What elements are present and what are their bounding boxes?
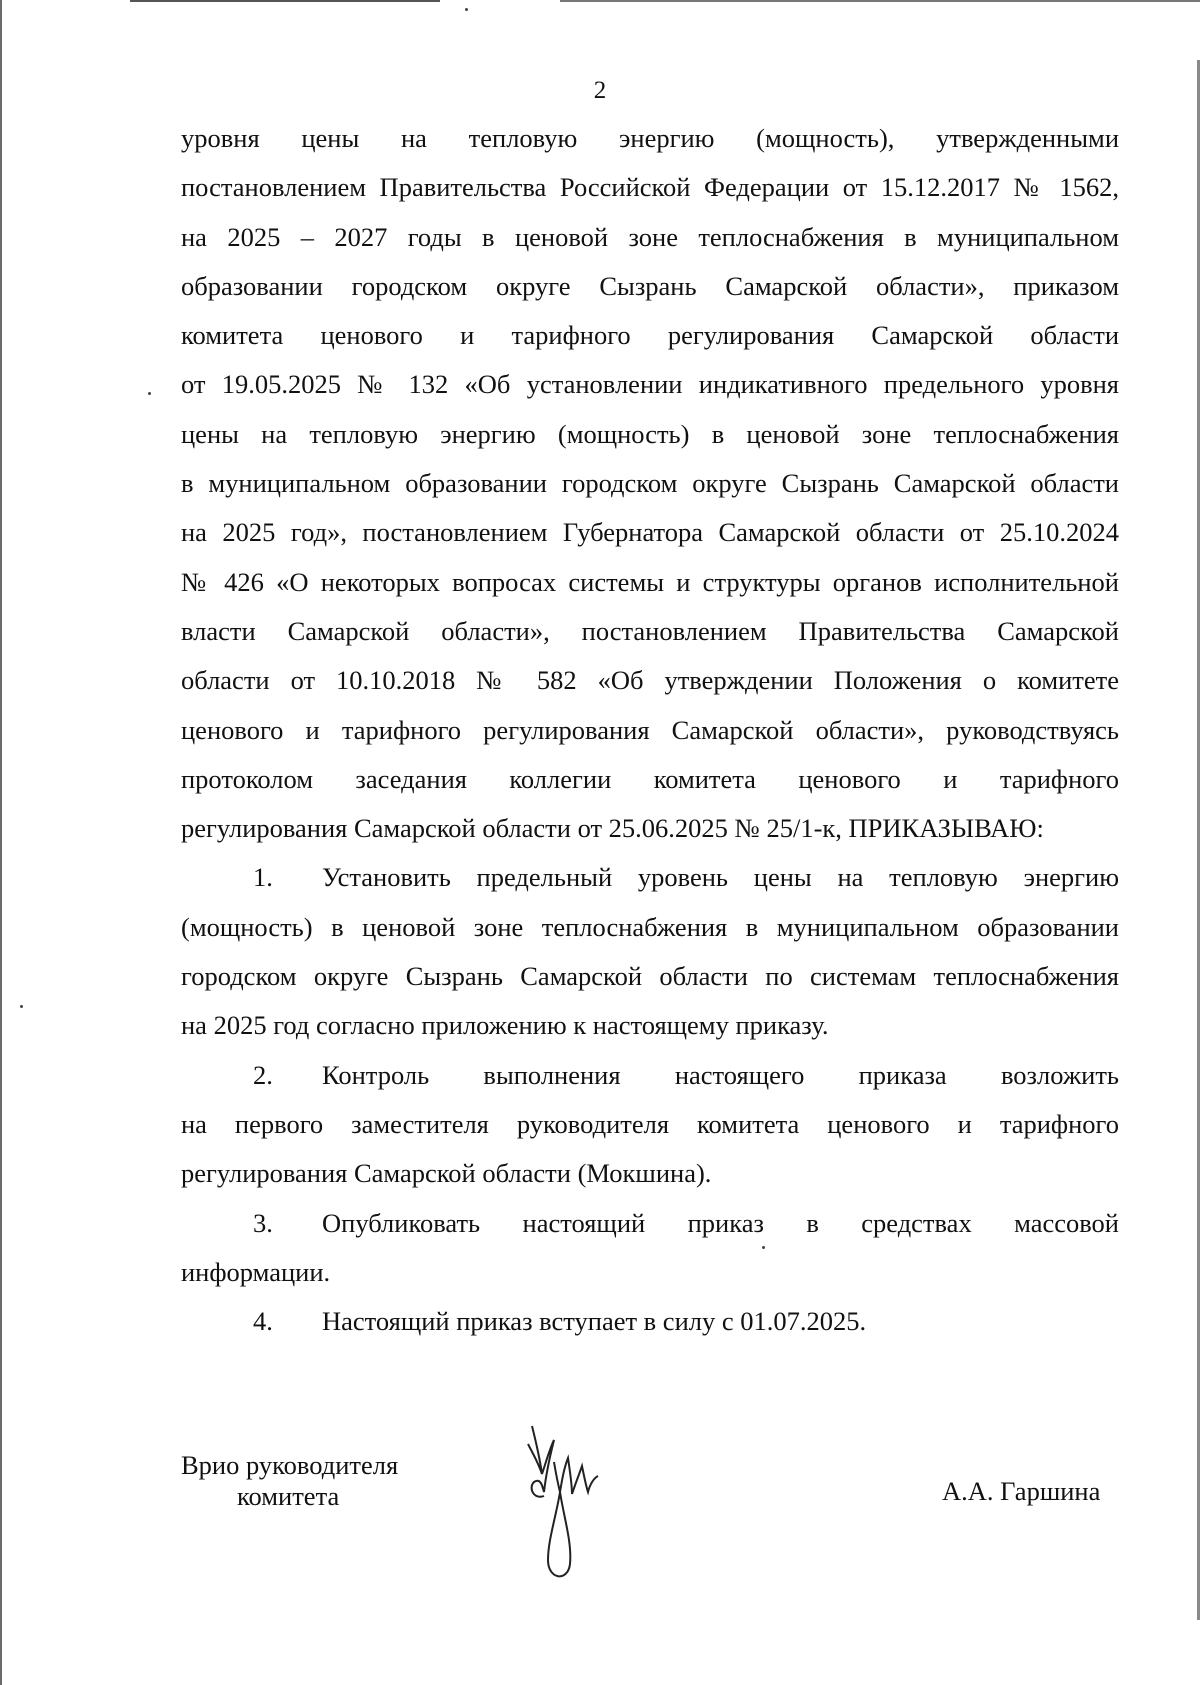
body-line: власти Самарской области», постановлением Правительства Самарской <box>181 615 1119 646</box>
body-line: ценового и тарифного регулирования Самарской области», руководствуясь <box>181 714 1119 745</box>
body-line: цены на тепловую энергию (мощность) в ценовой зоне теплоснабжения <box>181 418 1119 449</box>
body-line: № 426 «О некоторых вопросах системы и структуры органов исполнительной <box>181 566 1119 597</box>
order-item-3 <box>181 1199 1119 1248</box>
body-line: на 2025 – 2027 годы в ценовой зоне теплоснабжения в муниципальном <box>181 221 1119 252</box>
item-first-line: Настоящий приказ вступает в силу с 01.07.2025. <box>322 1306 867 1337</box>
signatory-title <box>181 1450 441 1512</box>
item-number: 3. <box>253 1207 273 1238</box>
body-line: комитета ценового и тарифного регулирования Самарской области <box>181 320 1119 351</box>
item-number: 1. <box>253 862 273 893</box>
body-line: на 2025 год», постановлением Губернатора Самарской области от 25.10.2024 <box>181 517 1119 548</box>
body-line: постановлением Правительства Российской Федерации от 15.12.2017 № 1562, <box>181 172 1119 203</box>
body-line: области от 10.10.2018 № 582 «Об утверждении Положения о комитете <box>181 665 1119 696</box>
item-line: на первого заместителя руководителя комитета ценового и тарифного <box>181 1108 1119 1139</box>
signatory-name: А.А. Гаршина <box>942 1476 1101 1506</box>
item-number: 2. <box>253 1059 273 1090</box>
scan-speck <box>465 8 468 11</box>
item-line: городском округе Сызрань Самарской области по системам теплоснабжения <box>181 961 1119 992</box>
signature-block <box>0 1440 1200 1600</box>
scan-top-rule <box>130 0 440 2</box>
scan-speck <box>20 1005 23 1008</box>
handwritten-signature <box>520 1422 610 1587</box>
item-number: 4. <box>253 1306 273 1337</box>
item-line: (мощность) в ценовой зоне теплоснабжения в муниципальном образовании <box>181 911 1119 942</box>
item-line: на 2025 год согласно приложению к настоящему приказу. <box>181 1010 829 1041</box>
body-line: образовании городском округе Сызрань Самарской области», приказом <box>181 270 1119 301</box>
body-line: от 19.05.2025 № 132 «Об установлении индикативного предельного уровня <box>181 369 1119 400</box>
scan-edge-left <box>0 0 2 1685</box>
page-number: 2 <box>593 77 607 104</box>
body-line: уровня цены на тепловую энергию (мощность), утвержденными <box>181 123 1119 153</box>
order-item-4 <box>181 1297 1119 1346</box>
body-line: регулирования Самарской области от 25.06.2025 № 25/1-к, ПРИКАЗЫВАЮ: <box>181 813 1044 844</box>
scan-speck <box>148 392 151 395</box>
scan-top-rule <box>560 0 1200 2</box>
item-line: регулирования Самарской области (Мокшина). <box>181 1158 712 1189</box>
order-item-2 <box>181 1051 1119 1100</box>
signatory-title-line: комитета <box>237 1481 340 1511</box>
signatory-title-line: Врио руководителя <box>181 1450 399 1480</box>
item-first-line: Контроль выполнения настоящего приказа возложить <box>322 1059 1119 1090</box>
body-line: в муниципальном образовании городском округе Сызрань Самарской области <box>181 468 1119 499</box>
item-first-line: Опубликовать настоящий приказ в средствах массовой <box>322 1207 1119 1238</box>
item-first-line: Установить предельный уровень цены на тепловую энергию <box>322 862 1119 893</box>
document-body <box>181 114 1119 1346</box>
body-line: протоколом заседания коллегии комитета ценового и тарифного <box>181 763 1119 794</box>
order-item-1 <box>181 853 1119 902</box>
item-line: информации. <box>181 1256 331 1287</box>
